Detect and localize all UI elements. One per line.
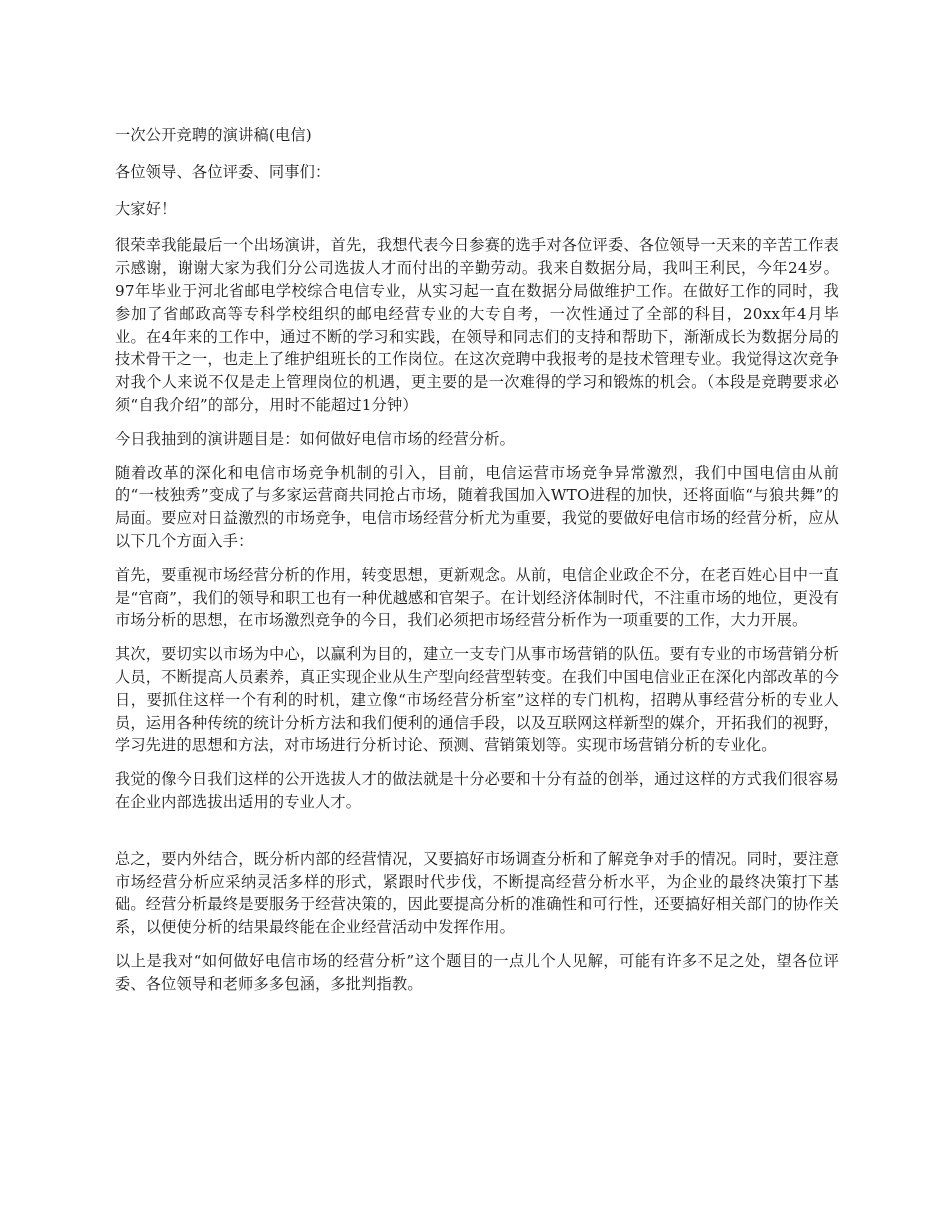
greeting: 大家好！ (115, 199, 177, 218)
paragraph-topic: 今日我抽到的演讲题目是：如何做好电信市场的经营分析。 (115, 429, 516, 448)
document-page (115, 124, 839, 1007)
paragraph-self-introduction: 很荣幸我能最后一个出场演讲，首先，我想代表今日参赛的选手对各位评委、各位领导一天来的辛苦工作表示感谢，谢谢大家为我们分公司选拔人才而付出的辛勤劳动。我来自数据分局，我叫王利民，今年24岁。97年毕业于河北省邮电学校综合电信专业，从实习起一直在数据分局做维护工作。在做好工作的同时，我参加了省邮政高等专科学校组织的邮电经营专业的大专自考，一次性通过了全部的科目，20xx年4月毕业。在4年来的工作中，通过不断的学习和实践，在领导和同志们的支持和帮助下，渐渐成长为数据分局的技术骨干之一，也走上了维护组班长的工作岗位。在这次竞聘中我报考的是技术管理专业。我觉得这次竞争对我个人来说不仅是走上管理岗位的机遇，更主要的是一次难得的学习和锻炼的机会。（本段是竞聘要求必须“自我介绍”的部分，用时不能超过1分钟） (115, 236, 839, 414)
paragraph-closing: 以上是我对“如何做好电信市场的经营分析”这个题目的一点儿个人见解，可能有许多不足之处，望各位评委、各位领导和老师多多包涵，多批判指教。 (115, 951, 839, 993)
paragraph-first-point: 首先，要重视市场经营分析的作用，转变思想，更新观念。从前，电信企业政企不分，在老百姓心目中一直是“官商”，我们的领导和职工也有一种优越感和官架子。在计划经济体制时代，不注重市场的地位，更没有市场分析的思想，在市场激烈竞争的今日，我们必须把市场经营分析作为一项重要的工作，大力开展。 (115, 565, 839, 630)
paragraph-background: 随着改革的深化和电信市场竞争机制的引入，目前，电信运营市场竞争异常激烈，我们中国电信由从前的“一枝独秀”变成了与多家运营商共同抢占市场，随着我国加入WTO进程的加快，还将面临“与狼共舞”的局面。要应对日益激烈的市场竞争，电信市场经营分析尤为重要，我觉的要做好电信市场的经营分析，应从以下几个方面入手： (115, 463, 839, 550)
paragraph-summary: 总之，要内外结合，既分析内部的经营情况，又要搞好市场调查分析和了解竞争对手的情况。同时，要注意市场经营分析应采纳灵活多样的形式，紧跟时代步伐，不断提高经营分析水平，为企业的最终决策打下基础。经营分析最终是要服务于经营决策的，因此要提高分析的准确性和可行性，还要搞好相关部门的协作关系，以便使分析的结果最终能在企业经营活动中发挥作用。 (115, 849, 839, 937)
paragraph-opinion: 我觉的像今日我们这样的公开选拔人才的做法就是十分必要和十分有益的创举，通过这样的方式我们很容易在企业内部选拔出适用的专业人才。 (115, 770, 839, 811)
salutation: 各位领导、各位评委、同事们： (115, 162, 331, 181)
paragraph-second-point: 其次，要切实以市场为中心，以赢利为目的，建立一支专门从事市场营销的队伍。要有专业的市场营销分析人员，不断提高人员素养，真正实现企业从生产型向经营型转变。在我们中国电信业正在深化内部改革的今日，要抓住这样一个有利的时机，建立像“市场经营分析室”这样的专门机构，招聘从事经营分析的专业人员，运用各种传统的统计分析方法和我们便利的通信手段，以及互联网这样新型的媒介，开拓我们的视野，学习先进的思想和方法，对市场进行分析讨论、预测、营销策划等。实现市场营销分析的专业化。 (115, 645, 839, 755)
document-title: 一次公开竞聘的演讲稿(电信) (115, 126, 312, 144)
